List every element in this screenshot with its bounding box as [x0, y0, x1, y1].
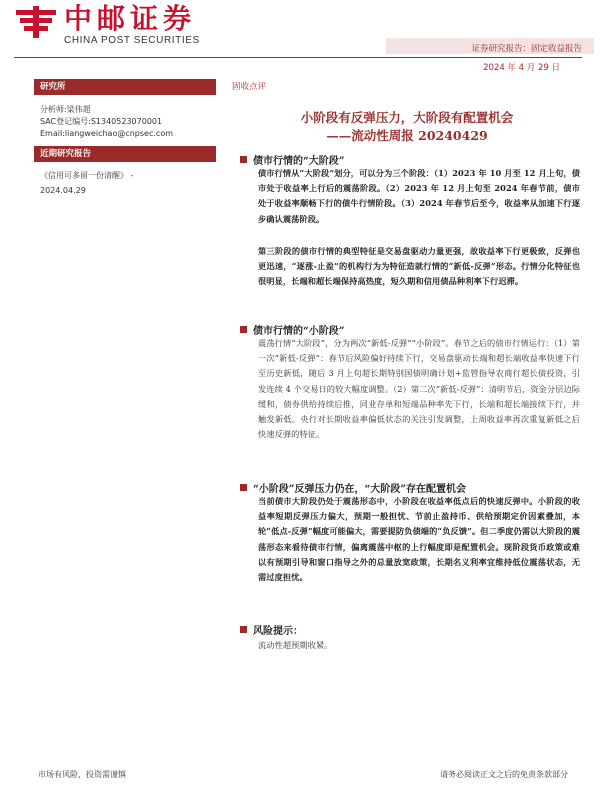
- section-heading-4: 风险提示：: [240, 622, 590, 637]
- logo-en-text: CHINA POST SECURITIES: [64, 35, 200, 46]
- header-divider: [14, 57, 582, 58]
- section-2-paragraph-1: 震荡行情“大阶段”，分为两次“新低-反弹”“小阶段”。春节之后的债市行情运行：（1）第一次“新低-反弹”：春节后风险偏好持续下行，交易盘驱动长端和超长端收益率快速下行至历史新低，随后 3 月上旬超长期特别国债明确计划+监管指导农商行超长债投资，引发连续 4 个交易日的较大幅度调整。（2）第二次“新低-反弹”：清明节后，资金分层边际缓和，债券供给持续后推，同业存单和短端品种率先下行，长端和超长端接续下行，并触发新低。央行对长期收益率偏低状态的关注引发调整，上周收益率再次重复新低之后快速反弹的特征。: [258, 338, 580, 440]
- section-bullet-icon: [240, 156, 247, 163]
- report-title: 小阶段有反弹压力，大阶段有配置机会: [300, 110, 514, 125]
- logo-cn-text: 中邮证券: [64, 2, 197, 35]
- recent-reports-label: 近期研究报告: [34, 146, 216, 162]
- report-type: 证券研究报告：固定收益报告: [471, 44, 582, 54]
- report-date: 2024 年 4 月 29 日: [483, 63, 560, 73]
- section-1-paragraph-2: 第三阶段的债市行情的典型特征是交易盘驱动力量更强，故收益率下行更极致，反弹也更迅速，“逐涨-止盈”的机构行为为特征造就行情的“新低-反弹”形态。行情分化特征也很明显，长端和超长端保持高热度，短久期和信用债品种利率下行迟滞。: [258, 246, 580, 287]
- section-1-paragraph-1: 债市行情从“大阶段”划分，可以分为三个阶段：（1）2023 年 10 月至 12 月上旬，债市处于收益率上行后的震荡阶段。（2）2023 年 12 月上旬至 2024 年春节前，债市处于收益率顺畅下行的债牛行情阶段。（3）2024 年春节后至今，收益率从加速下行逐步确认震荡阶段。: [258, 168, 580, 224]
- footer-terms[interactable]: 请务必阅读正文之后的免责条款部分: [440, 770, 568, 779]
- section-3-paragraph-1: 当前债市大阶段仍处于震荡形态中，小阶段在收益率低点后的快速反弹中。小阶段的收益率短期反弹压力偏大，预期一般担忧、节前止盈持币、供给预期定价因素叠加，本轮“低点-反弹”幅度可能偏大，需要提防负债端的“负反馈”。但二季度仍需以大阶段的震荡形态来看待债市行情，偏离震荡中枢的上行幅度即是配置机会。现阶段货币政策或难以有预期引导和窗口指导之外的总量放宽政策，长期名义利率宜维持低位震荡状态，无需过度担忧。: [258, 496, 580, 583]
- section-bullet-icon: [240, 326, 247, 333]
- risk-paragraph: 流动性超预期收紧。: [258, 640, 333, 650]
- logo: [14, 2, 234, 46]
- sac-number: SAC登记编号:S1340523070001: [40, 117, 163, 126]
- analyst-email[interactable]: Email:liangweichao@cnpsec.com: [40, 129, 174, 138]
- section-heading-1: 债市行情的“大阶段”: [240, 152, 590, 167]
- section-bullet-icon: [240, 626, 247, 633]
- recent-report-title[interactable]: 《信用可多留一份清醒》 -: [40, 171, 134, 180]
- section-heading-2: 债市行情的“小阶段”: [240, 322, 590, 337]
- institute-label: 研究所: [34, 79, 216, 95]
- recent-report-date: 2024.04.29: [40, 186, 86, 195]
- report-subtitle: ——流动性周报 20240429: [326, 128, 488, 143]
- section-bullet-icon: [240, 484, 247, 491]
- logo-mark-icon: [14, 6, 58, 38]
- report-tag: 固收点评: [232, 82, 267, 92]
- analyst-name: 分析师:梁伟超: [40, 105, 91, 114]
- footer-disclaimer: 市场有风险，投资需谨慎: [38, 770, 126, 779]
- section-heading-3: “小阶段”反弹压力仍在，“大阶段”存在配置机会: [240, 480, 590, 495]
